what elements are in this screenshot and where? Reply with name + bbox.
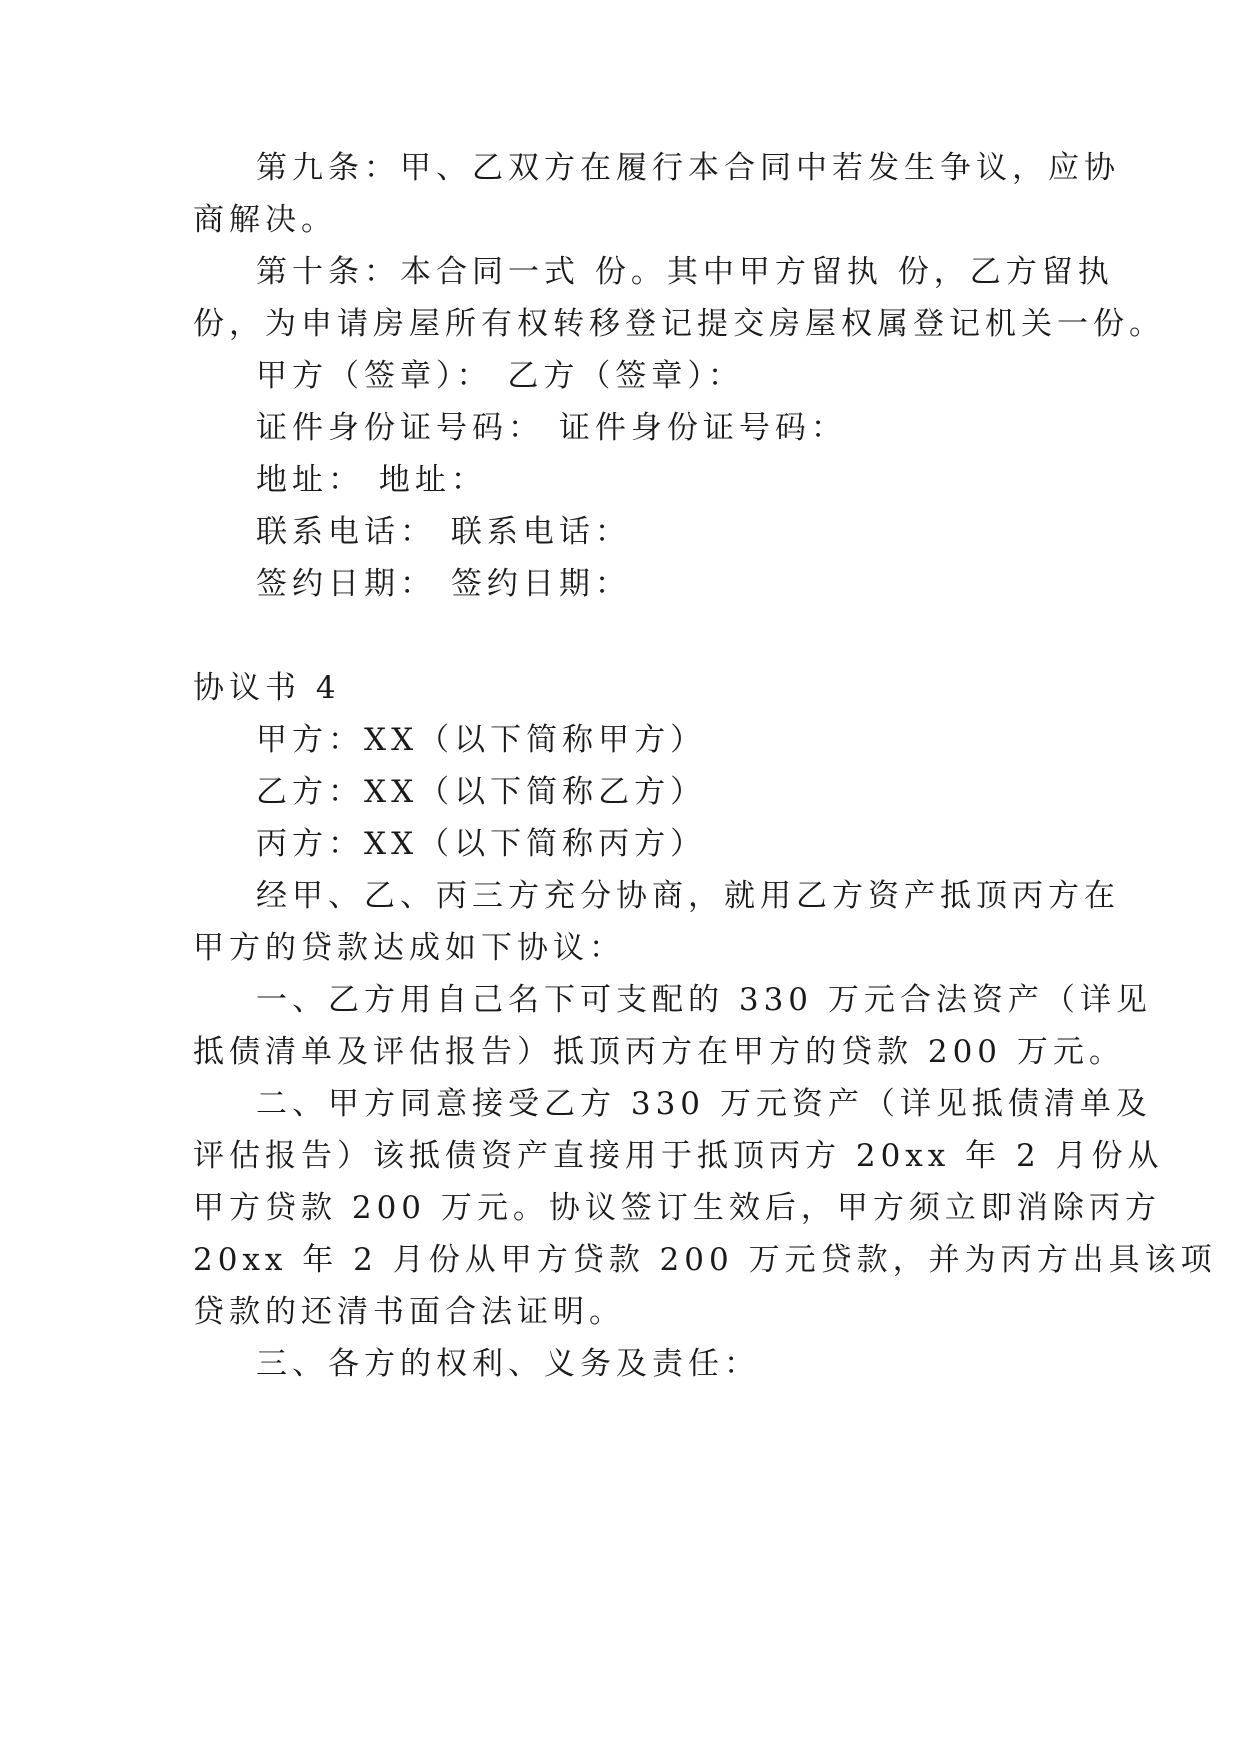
clause2-line4: 20xx 年 2 月份从甲方贷款 200 万元贷款，并为丙方出具该项 <box>193 1242 1217 1278</box>
clause1-line2: 抵债清单及评估报告）抵顶丙方在甲方的贷款 200 万元。 <box>193 1034 1125 1070</box>
party-a-line: 甲方：XX（以下简称甲方） <box>256 722 707 758</box>
clause1-line1: 一、乙方用自己名下可支配的 330 万元合法资产（详见 <box>256 982 1152 1018</box>
clause2-line5: 贷款的还清书面合法证明。 <box>193 1294 625 1330</box>
address-line: 地址： 地址： <box>256 462 487 498</box>
signature-line: 甲方（签章）： 乙方（签章）： <box>256 358 744 394</box>
agreement-heading: 协议书 4 <box>193 670 341 706</box>
sign-date-line: 签约日期： 签约日期： <box>256 566 631 602</box>
party-b-line: 乙方：XX（以下简称乙方） <box>256 774 707 810</box>
intro-line2: 甲方的贷款达成如下协议： <box>193 930 625 966</box>
intro-line1: 经甲、乙、丙三方充分协商，就用乙方资产抵顶丙方在 <box>256 878 1120 914</box>
phone-line: 联系电话： 联系电话： <box>256 514 631 550</box>
article9-line1: 第九条：甲、乙双方在履行本合同中若发生争议，应协 <box>256 150 1120 186</box>
clause2-line3: 甲方贷款 200 万元。协议签订生效后，甲方须立即消除丙方 <box>193 1190 1161 1226</box>
clause3-line1: 三、各方的权利、义务及责任： <box>256 1346 760 1382</box>
article10-line2: 份，为申请房屋所有权转移登记提交房屋权属登记机关一份。 <box>193 306 1165 342</box>
article9-line2: 商解决。 <box>193 202 337 238</box>
article10-line1: 第十条：本合同一式 份。其中甲方留执 份，乙方留执 <box>256 254 1114 290</box>
id-number-line: 证件身份证号码： 证件身份证号码： <box>256 410 847 446</box>
party-c-line: 丙方：XX（以下简称丙方） <box>256 826 707 862</box>
clause2-line2: 评估报告）该抵债资产直接用于抵顶丙方 20xx 年 2 月份从 <box>193 1138 1164 1174</box>
clause2-line1: 二、甲方同意接受乙方 330 万元资产（详见抵债清单及 <box>256 1086 1152 1122</box>
